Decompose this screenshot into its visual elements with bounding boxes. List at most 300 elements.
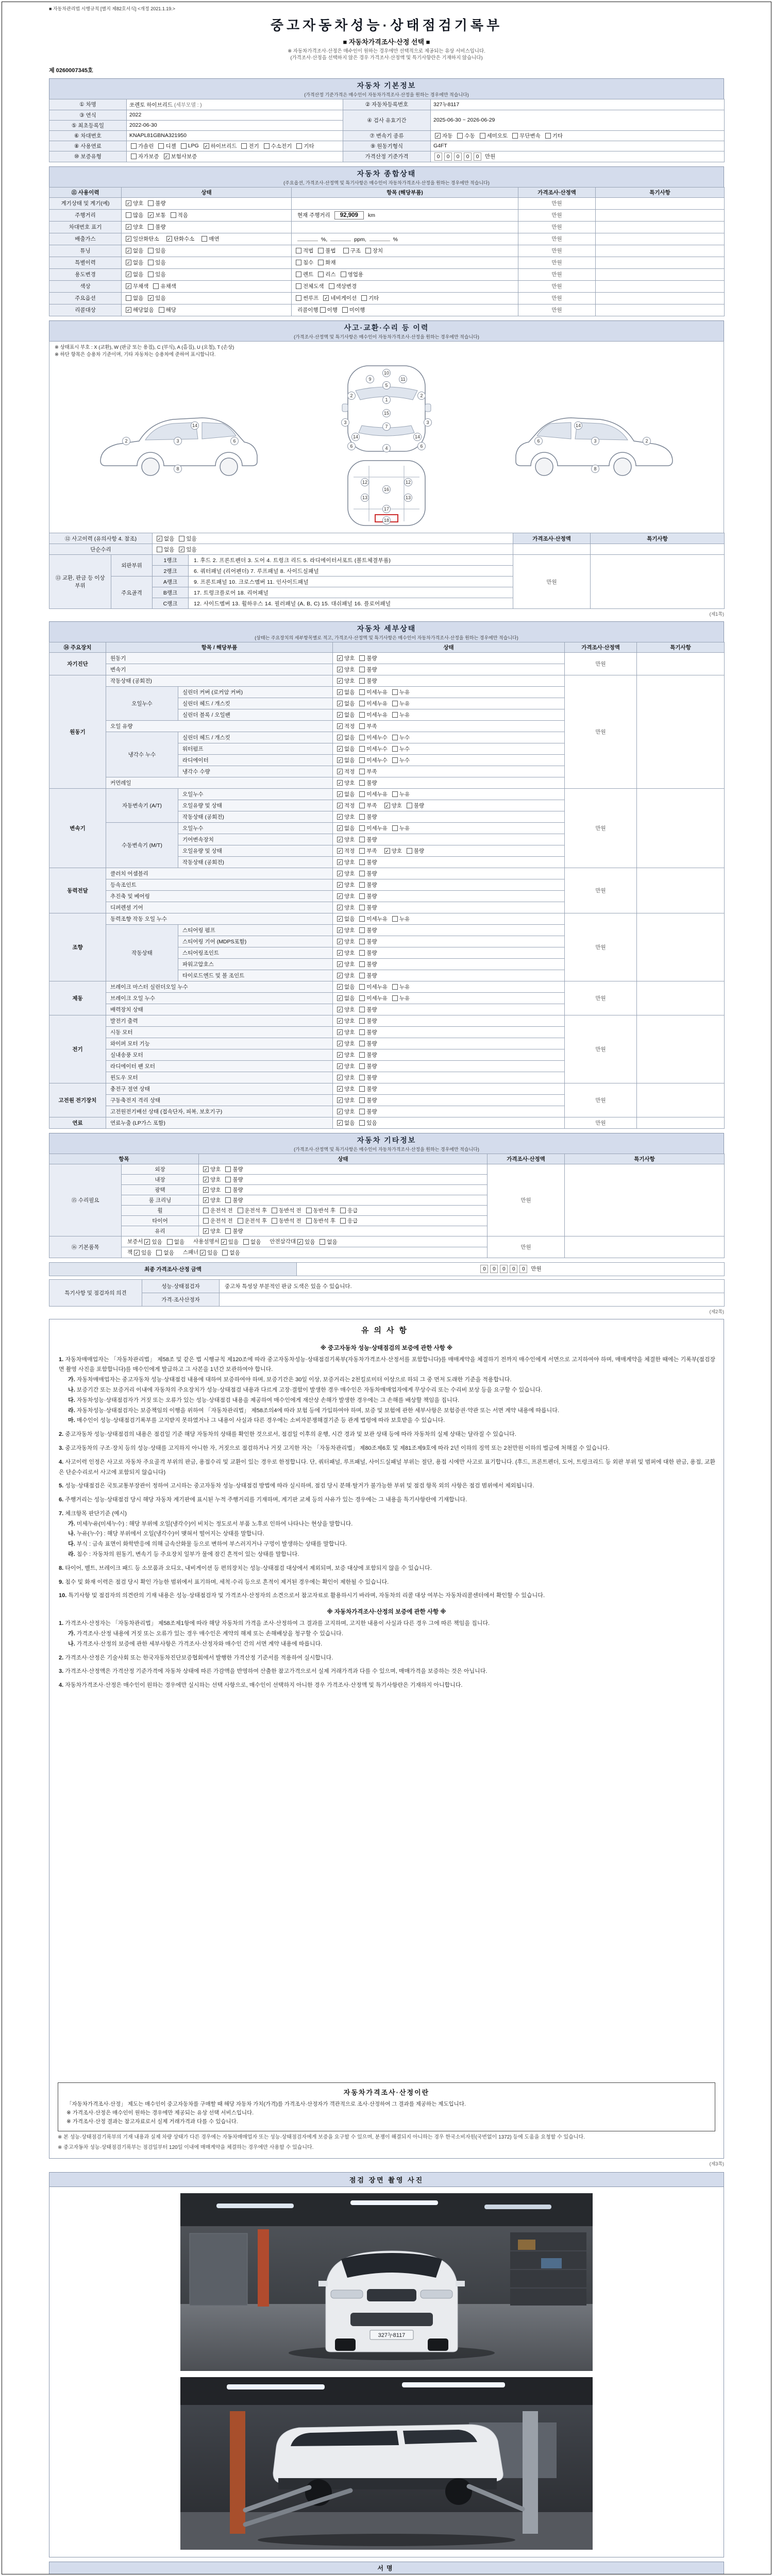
checkbox[interactable]: ✓ [204,1198,208,1204]
option [359,1074,377,1081]
checkbox[interactable] [126,295,131,301]
checkbox[interactable] [359,871,365,876]
checkbox[interactable] [148,224,154,230]
checkbox[interactable]: ✓ [157,536,162,541]
notice-number: 7. [59,1510,65,1517]
checkbox[interactable]: ✓ [338,1030,342,1036]
checkbox[interactable] [126,212,131,218]
amount-unit: 만원 [531,1266,542,1273]
checkbox[interactable]: ✓ [135,1250,139,1256]
checkbox[interactable] [359,1086,365,1092]
checkbox[interactable] [296,283,301,289]
part-marker-number: 2 [420,393,423,399]
checkbox[interactable] [392,735,398,740]
checkbox[interactable]: ✓ [204,1229,208,1234]
device-status [333,766,565,777]
device-status [333,675,565,687]
option [337,790,355,798]
repair-label: ⑮ 수리필요 [49,1164,122,1236]
checkbox[interactable] [512,133,518,139]
checkbox[interactable]: ✓ [338,917,342,922]
checkbox[interactable] [264,143,270,149]
notice-number: 3. [59,1668,65,1675]
checkbox[interactable] [148,260,154,265]
checkbox[interactable]: ✓ [338,815,342,820]
section-comprehensive-status [49,166,724,316]
checkbox[interactable]: ✓ [204,1188,208,1193]
checkbox[interactable] [181,143,187,149]
checkbox[interactable] [203,1218,209,1224]
checkbox[interactable] [359,803,365,808]
checkbox[interactable] [272,1208,277,1213]
checkbox[interactable] [359,973,365,978]
option [359,802,377,809]
notice-subline [58,1550,715,1560]
checkbox[interactable]: ✓ [338,962,342,968]
option-label: 부족 [366,848,377,855]
checkbox[interactable] [225,1228,231,1234]
checkbox[interactable] [359,905,365,910]
checkbox[interactable] [318,260,324,265]
column-header: 항목 (해당부품) [292,187,518,197]
option [359,926,377,934]
checkbox[interactable]: ✓ [298,1239,303,1245]
option [340,1217,358,1225]
checkbox[interactable] [159,307,164,313]
checkbox[interactable] [272,1218,277,1224]
option-label: 영업용 [347,272,364,278]
notice-subline [58,1529,715,1539]
device-status [333,970,565,981]
panel-items: 17. 트렁크플로어 18. 리어패널 [189,587,513,598]
checkbox[interactable] [359,927,365,933]
repair-row [49,1164,725,1175]
checkbox[interactable] [392,825,398,831]
checkbox[interactable] [148,200,154,206]
checkbox[interactable] [359,893,365,899]
doc-subtitle: ■ 자동차가격조사·산정 선택 ■ [343,38,430,46]
checkbox[interactable]: ✓ [338,781,342,786]
checkbox[interactable]: ✓ [126,284,131,290]
price-cell: 만원 [565,789,637,868]
checkbox[interactable] [359,1120,365,1126]
checkbox[interactable] [359,780,365,786]
checkbox[interactable] [359,848,365,854]
checkbox[interactable]: ✓ [126,308,131,313]
checkbox[interactable]: ✓ [338,724,342,730]
device-status [333,823,565,834]
notice-subnumber: 라. [68,1407,77,1414]
checkbox[interactable] [359,757,365,763]
device-status [333,755,565,766]
checkbox[interactable] [359,701,365,706]
option-label: 양호 [344,939,355,945]
checkbox[interactable] [359,939,365,944]
option-label: 리스 [325,272,336,278]
checkbox[interactable]: ✓ [180,547,184,552]
option [337,881,355,889]
checkbox[interactable] [359,1097,365,1103]
checkbox[interactable] [392,701,398,706]
option-label: 누수 [399,757,410,764]
checkbox[interactable] [320,1239,325,1245]
checkbox[interactable]: ✓ [338,713,342,718]
checkbox[interactable]: ✓ [338,985,342,990]
checkbox[interactable] [359,1029,365,1035]
registration-number: 327누8117 [431,99,725,110]
checkbox[interactable] [359,995,365,1001]
checkbox[interactable] [359,859,365,865]
option [126,199,143,207]
option [148,294,165,302]
checkbox[interactable]: ✓ [338,928,342,934]
usage-status [122,292,292,304]
basic-row-vin [49,130,725,141]
checkbox[interactable]: ✓ [385,849,389,854]
checkbox[interactable]: ✓ [126,272,131,278]
checkbox[interactable] [359,984,365,990]
checkbox[interactable] [359,1075,365,1080]
checkbox[interactable]: ✓ [338,667,342,673]
device-item: 와이퍼 모터 기능 [106,1038,333,1049]
checkbox[interactable] [171,212,176,218]
checkbox-group [134,1249,174,1257]
checkbox[interactable] [359,735,365,740]
checkbox[interactable] [359,825,365,831]
notices-title: 유의사항 [361,1326,412,1335]
checkbox[interactable] [306,1218,312,1224]
checkbox[interactable]: ✓ [338,803,342,809]
option-label: 없음 [133,260,144,266]
checkbox[interactable]: ✓ [338,1053,342,1058]
fuel-options [127,141,343,151]
checkbox[interactable] [457,133,463,139]
checkbox[interactable] [359,655,365,661]
checkbox[interactable] [359,667,365,672]
usage-parts [292,292,518,304]
checkbox[interactable] [306,1208,312,1213]
checkbox[interactable] [359,791,365,797]
option [359,768,377,775]
checkbox[interactable] [238,1208,243,1213]
notice-subnumber: 나. [68,1386,77,1393]
checkbox[interactable]: ✓ [338,769,342,775]
checkbox[interactable] [359,882,365,888]
checkbox[interactable] [320,307,326,313]
checkbox[interactable]: ✓ [435,133,440,139]
checkbox[interactable]: ✓ [338,905,342,911]
checkbox[interactable]: ✓ [338,883,342,888]
checkbox[interactable]: ✓ [126,225,131,230]
checkbox[interactable]: ✓ [338,1121,342,1126]
option [359,1017,377,1025]
device-item: 배력장치 상태 [106,1004,333,1015]
checkbox[interactable] [359,837,365,842]
checkbox[interactable]: ✓ [338,837,342,843]
option [201,235,219,243]
checkbox[interactable]: ✓ [338,1064,342,1070]
checkbox[interactable] [392,746,398,752]
checkbox[interactable] [359,1063,365,1069]
checkbox[interactable]: ✓ [338,747,342,752]
checkbox[interactable] [157,547,162,552]
checkbox[interactable] [318,272,324,277]
option-label: 양호 [344,1041,355,1047]
checkbox[interactable] [359,1041,365,1046]
part-marker-number: 2 [350,393,353,399]
checkbox[interactable] [296,260,301,265]
device-item: 수동변속기 (M/T) [106,823,178,868]
checkbox[interactable] [359,1109,365,1114]
option [126,259,143,266]
ceiling-light [350,2200,438,2205]
checkbox[interactable] [359,723,365,729]
checkbox[interactable]: ✓ [338,690,342,696]
option-label: 색상변경 [335,283,357,290]
checkbox[interactable]: ✓ [338,939,342,945]
option-label: 양호 [344,780,355,787]
checkbox[interactable] [359,1007,365,1012]
checkbox[interactable] [359,1018,365,1024]
checkbox[interactable] [225,1166,231,1172]
option-label: 기타 [368,295,379,302]
checkbox[interactable] [407,848,412,854]
checkbox[interactable] [359,1052,365,1058]
checkbox[interactable] [225,1187,231,1193]
checkbox[interactable]: ✓ [338,973,342,979]
checkbox[interactable] [318,248,324,253]
label-text: 사용설명서 [193,1239,220,1245]
option-label: 미세누수 [366,746,388,753]
label-text: 현재 주행거리 [297,212,330,218]
option-label: 있음 [228,1239,239,1245]
option-label: 양호 [344,814,355,821]
checkbox[interactable]: ✓ [338,701,342,707]
checkbox[interactable]: ✓ [338,1087,342,1092]
checkbox[interactable]: ✓ [338,735,342,741]
option [340,1207,358,1214]
checkbox[interactable]: ✓ [338,860,342,866]
checkbox[interactable] [359,814,365,820]
checkbox[interactable]: ✓ [126,248,131,254]
checkbox[interactable] [359,769,365,774]
part-marker-number: 3 [594,438,597,444]
checkbox[interactable] [365,248,371,253]
checkbox[interactable]: ✓ [338,758,342,764]
amount-digit: 0 [500,1265,508,1273]
checkbox[interactable] [131,143,137,149]
checkbox[interactable]: ✓ [385,803,389,809]
checkbox[interactable]: ✓ [338,792,342,798]
checkbox[interactable]: ✓ [204,1167,208,1173]
accident-section-title: 사고·교환·수리 등 이력 [344,323,429,332]
checkbox[interactable]: ✓ [338,656,342,662]
checkbox[interactable] [179,536,184,541]
notice-item [58,1667,715,1677]
checkbox[interactable] [392,995,398,1001]
checkbox[interactable] [222,1250,228,1256]
checkbox[interactable]: ✓ [145,1239,149,1245]
option-label: 불량 [366,1018,377,1025]
checkbox[interactable] [392,791,398,797]
checkbox[interactable] [148,272,154,277]
checkbox[interactable]: ✓ [167,236,171,242]
remark-cell [637,868,725,913]
checkbox[interactable] [148,248,154,253]
part-marker-number: 2 [125,438,128,444]
option-label: 양호 [210,1197,221,1204]
checkbox[interactable] [359,678,365,684]
checkbox[interactable] [392,916,398,922]
checkbox[interactable] [153,283,159,289]
checkbox[interactable] [545,133,551,139]
checkbox[interactable] [296,248,301,253]
option-label: 운전석 전 [210,1218,233,1225]
model-year: 2022 [127,110,343,120]
checkbox-group [296,270,363,278]
checkbox[interactable]: ✓ [149,296,153,301]
option-label: 불량 [155,224,166,231]
checkbox[interactable] [296,295,301,301]
notice-tail-line: ※ 중고자동차 성능·상태점검기록부는 점검일부터 120일 이내에 매매계약을 체결하는 경우에만 사용할 수 있습니다. [58,2144,314,2150]
checkbox[interactable] [359,689,365,695]
checkbox[interactable]: ✓ [200,1250,205,1256]
etc-header-row [49,1154,725,1164]
checkbox[interactable] [359,746,365,752]
option [512,132,541,140]
checkbox[interactable]: ✓ [338,871,342,877]
checkbox[interactable] [340,1208,346,1213]
checkbox[interactable] [158,143,164,149]
checkbox[interactable] [392,689,398,695]
part-marker-number: 18 [383,518,390,523]
option [392,700,410,707]
diagram-legend-2: ※ 하단 항목은 승용차 기준이며, 기타 자동차는 승용차에 준하여 표시합니다. [55,351,216,358]
option-label: 화재 [325,260,336,266]
device-part: 오일유량 및 상태 [178,800,333,811]
checkbox[interactable] [238,1218,243,1224]
notice-number: 5. [59,1483,65,1489]
amount-digit: 0 [434,152,442,161]
checkbox[interactable]: ✓ [338,1041,342,1047]
checkbox[interactable]: ✓ [324,296,328,301]
device-item: 클러치 어셈블리 [106,868,333,879]
checkbox[interactable] [203,1208,209,1213]
checkbox[interactable] [359,712,365,718]
device-row [49,1015,725,1027]
ceiling-light [216,2204,294,2208]
notice-subnumber: 라. [68,1551,77,1558]
amount-digit: 0 [474,152,481,161]
column-header: 특기사항 [596,187,725,197]
notice-line [58,1619,715,1629]
usage-row [49,304,725,316]
checkbox[interactable]: ✓ [126,236,131,242]
device-part: 실린더 헤드 / 개스킷 [178,698,333,709]
checkbox[interactable] [225,1177,231,1182]
option [337,745,355,753]
checkbox[interactable] [407,803,412,808]
checkbox[interactable] [361,295,367,301]
checkbox[interactable] [392,984,398,990]
notice-subline [58,1416,715,1426]
checkbox[interactable] [341,272,346,277]
part-marker-number: 10 [383,370,390,376]
checkbox[interactable]: ✓ [338,679,342,684]
checkbox[interactable]: ✓ [149,213,153,218]
checkbox[interactable] [201,236,207,242]
panel-rank: A랭크 [153,577,189,587]
device-item: 고전원전기배선 상태 (접속단자, 피복, 보호기구) [106,1106,333,1117]
option-label: 불량 [366,950,377,957]
checkbox[interactable] [131,154,137,159]
checkbox[interactable] [241,143,247,149]
option [241,142,259,150]
label-text: 스패너 [182,1249,199,1256]
checkbox[interactable] [359,961,365,967]
checkbox[interactable] [342,307,348,313]
checkbox-group [337,1062,377,1070]
checkbox[interactable] [329,283,334,289]
checkbox[interactable] [340,1218,346,1224]
checkbox[interactable] [296,272,301,277]
checkbox[interactable]: ✓ [338,894,342,900]
checkbox[interactable]: ✓ [338,826,342,832]
amount-digit: 0 [444,152,452,161]
option-label: 구조 [350,248,361,255]
checkbox[interactable] [296,143,302,149]
price-cell: 만원 [513,555,591,609]
option [337,1017,355,1025]
device-part: 기어변속장치 [178,834,333,845]
checkbox[interactable] [156,1250,162,1256]
checkbox[interactable]: ✓ [164,154,169,160]
checkbox[interactable]: ✓ [338,1075,342,1081]
checkbox[interactable] [359,916,365,922]
notice-subnumber: 가. [68,1377,77,1383]
checkbox[interactable]: ✓ [204,1177,208,1183]
option-label: 양호 [344,1075,355,1081]
checkbox[interactable] [359,950,365,956]
checkbox[interactable]: ✓ [338,1098,342,1104]
checkbox[interactable] [167,1239,173,1245]
option [203,1207,233,1214]
checkbox[interactable] [343,248,349,253]
checkbox[interactable] [225,1197,231,1203]
final-price-value [297,1262,725,1276]
checkbox[interactable] [243,1239,249,1245]
option [359,960,377,968]
checkbox[interactable]: ✓ [222,1239,226,1245]
lift-post [258,2229,269,2307]
option-label: 적정 [344,803,355,809]
checkbox[interactable]: ✓ [338,1007,342,1013]
checkbox[interactable]: ✓ [204,143,209,149]
checkbox[interactable]: ✓ [338,951,342,956]
checkbox[interactable]: ✓ [338,996,342,1002]
field-label: ② 자동차등록번호 [343,99,431,110]
option-label: 있음 [141,1249,152,1256]
checkbox[interactable] [480,133,485,139]
option [337,1006,355,1013]
checkbox[interactable]: ✓ [126,260,131,266]
checkbox[interactable]: ✓ [338,1109,342,1115]
checkbox[interactable]: ✓ [126,201,131,207]
checkbox[interactable]: ✓ [338,1019,342,1024]
checkbox[interactable]: ✓ [338,849,342,854]
checkbox[interactable] [392,712,398,718]
checkbox[interactable] [392,757,398,763]
